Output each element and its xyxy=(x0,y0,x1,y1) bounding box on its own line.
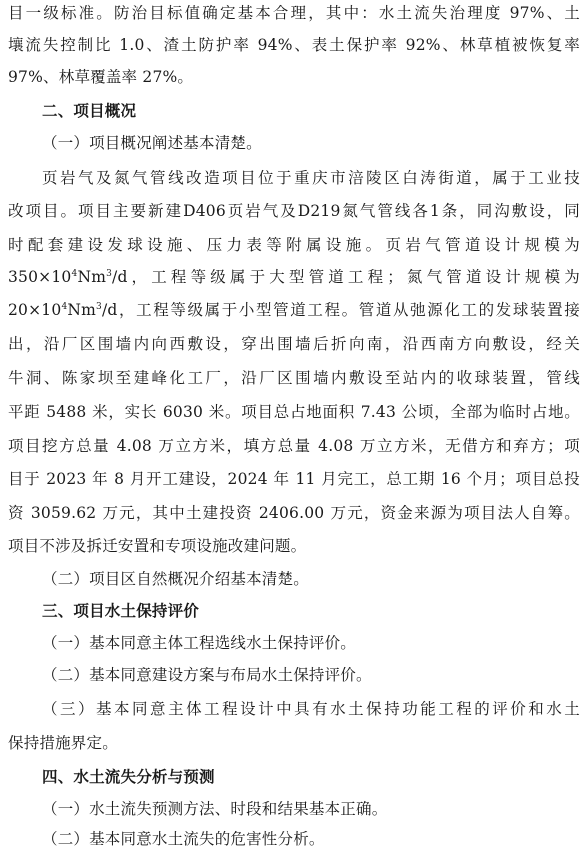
scale2-unit-exp: 3 xyxy=(96,302,102,312)
section-heading: 三、项目水土保持评价 xyxy=(42,602,200,620)
paragraph-line: 时配套建设发球设施、压力表等附属设施。页岩气管道设计规模为 xyxy=(8,236,580,254)
section-heading: 二、项目概况 xyxy=(42,102,137,120)
paragraph-line: 改项目。项目主要新建D406页岩气及D219氮气管线各1条，同沟敷设，同 xyxy=(8,202,580,220)
subsection-heading: （二）基本同意建设方案与布局水土保持评价。 xyxy=(42,666,372,684)
paragraph-line: 牛洞、陈家坝至建峰化工厂，沿厂区围墙内敷设至站内的收球装置，管线 xyxy=(8,369,580,387)
subsection-heading: （一）水土流失预测方法、时段和结果基本正确。 xyxy=(42,800,388,818)
subsection-heading: （二）项目区自然概况介绍基本清楚。 xyxy=(42,570,309,588)
paragraph-line: 资 3059.62 万元，其中土建投资 2406.00 万元，资金来源为项目法人自筹。 xyxy=(8,504,580,522)
scale2-unit: Nm xyxy=(67,301,97,319)
paragraph-line-scale2 xyxy=(8,300,580,320)
scale-exp: 4 xyxy=(71,269,78,279)
paragraph-line: 页岩气及氮气管线改造项目位于重庆市涪陵区白涛街道，属于工业技 xyxy=(42,169,580,187)
subsection-heading: （三）基本同意主体工程设计中具有水土保持功能工程的评价和水土 xyxy=(42,700,580,718)
subsection-heading: （二）基本同意水土流失的危害性分析。 xyxy=(42,830,325,848)
scale-unit-exp: 3 xyxy=(106,269,113,279)
scale-unit: Nm xyxy=(77,268,107,286)
paragraph-line: 壤流失控制比 1.0、渣土防护率 94%、表土保护率 92%、林草植被恢复率 xyxy=(8,36,580,54)
paragraph-line: 项目挖方总量 4.08 万立方米，填方总量 4.08 万立方米，无借方和弃方；项 xyxy=(8,437,580,455)
paragraph-line: 保持措施界定。 xyxy=(8,734,118,752)
paragraph-line: 目于 2023 年 8 月开工建设，2024 年 11 月完工，总工期 16 个月；项目总投 xyxy=(8,470,580,488)
paragraph-line: 出，沿厂区围墙内向西敷设，穿出围墙后折向南，沿西南方向敷设，经关 xyxy=(8,335,580,353)
scale-rest: /d，工程等级属于大型管道工程；氮气管道设计规模为 xyxy=(112,268,580,286)
paragraph-line: 平距 5488 米，实长 6030 米。项目总占地面积 7.43 公顷，全部为临时占地。 xyxy=(8,403,580,421)
scale2-rest: /d，工程等级属于小型管道工程。管道从弛源化工的发球装置接 xyxy=(101,301,580,319)
section-heading: 四、水土流失分析与预测 xyxy=(42,768,215,786)
paragraph-line: 项目不涉及拆迁安置和专项设施改建问题。 xyxy=(8,537,307,555)
scale2-base: 20×10 xyxy=(8,301,62,319)
paragraph-line-scale xyxy=(8,267,580,287)
paragraph-line: 目一级标准。防治目标值确定基本合理，其中：水土流失治理度 97%、土 xyxy=(8,4,580,22)
paragraph-line: 97%、林草覆盖率 27%。 xyxy=(8,68,194,86)
scale-base: 350×10 xyxy=(8,268,72,286)
scale2-exp: 4 xyxy=(61,302,68,312)
subsection-heading: （一）项目概况阐述基本清楚。 xyxy=(42,134,262,152)
subsection-heading: （一）基本同意主体工程选线水土保持评价。 xyxy=(42,634,357,652)
